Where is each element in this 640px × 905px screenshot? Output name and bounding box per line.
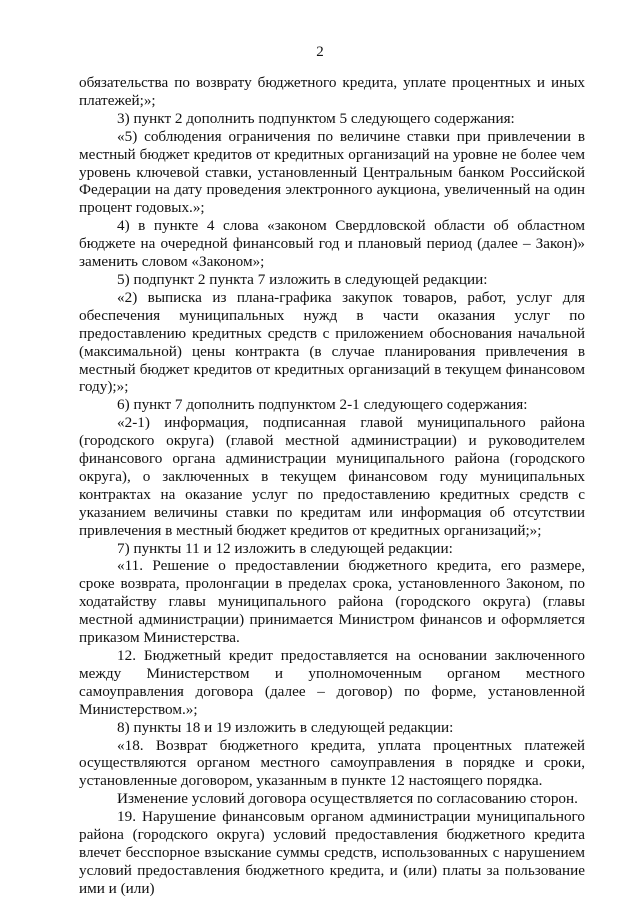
paragraph-point-12: 12. Бюджетный кредит предоставляется на основании заключенного между Министерством и уполномоченным органом местного самоуправления договора (далее – договор) по форме, установленной Министерством.»;	[79, 647, 585, 718]
paragraph-subitem-2-1: «2-1) информация, подписанная главой муниципального района (городского округа) (главой местной администрации) и руководителем финансового органа администрации муниципального района (городского округа), о заключенных в текущем финансовом году муниципальных контрактах на оказание услуг по предоставлению кредитных средств с указанием величины ставки по кредитам или информация об отсутствии привлечения в местный бюджет кредитов от кредитных организаций;»;	[79, 414, 585, 539]
paragraph-item-8: 8) пункты 18 и 19 изложить в следующей редакции:	[117, 718, 454, 736]
paragraph-contract-change: Изменение условий договора осуществляется по согласованию сторон.	[117, 790, 578, 808]
page-number: 2	[316, 44, 324, 60]
paragraph-item-4: 4) в пункте 4 слова «законом Свердловской области об областном бюджете на очередной финансовый год и плановый период (далее – Закон)» заменить словом «Законом»;	[79, 217, 585, 271]
paragraph-item-6: 6) пункт 7 дополнить подпунктом 2-1 следующего содержания:	[117, 396, 528, 414]
paragraph-subitem-5: «5) соблюдения ограничения по величине ставки при привлечении в местный бюджет кредитов от кредитных организаций на уровне не более чем уровень ключевой ставки, установленный Центральным банком Российской Федерации на дату проведения электронного аукциона, увеличенный на один процент годовых.»;	[79, 127, 585, 217]
paragraph-point-18: «18. Возврат бюджетного кредита, уплата процентных платежей осуществляются органом местного самоуправления в порядке и сроки, установленные договором, указанным в пункте 12 настоящего порядка.	[79, 736, 585, 790]
paragraph-continuation: обязательства по возврату бюджетного кредита, уплате процентных и иных платежей;»;	[79, 74, 585, 109]
paragraph-point-19: 19. Нарушение финансовым органом администрации муниципального района (городского округа) условий предоставления бюджетного кредита влечет бесспорное взыскание суммы средств, использованных с нарушением условий предоставления бюджетного кредита, и (или) платы за пользование ими и (или)	[79, 808, 585, 897]
paragraph-subitem-2: «2) выписка из плана-графика закупок товаров, работ, услуг для обеспечения муниципальных нужд в части оказания услуг по предоставлению кредитных средств с приложением обоснования начальной (максимальной) цены контракта (в случае планирования привлечения в местный бюджет кредитов от кредитных организаций в текущем финансовом году);»;	[79, 288, 585, 396]
paragraph-item-7: 7) пункты 11 и 12 изложить в следующей редакции:	[117, 539, 453, 557]
paragraph-point-11: «11. Решение о предоставлении бюджетного кредита, его размере, сроке возврата, пролонгации в пределах срока, установленного Законом, по ходатайству главы муниципального района (городского округа) (главы местной администрации) принимается Министром финансов и оформляется приказом Министерства.	[79, 557, 585, 647]
paragraph-item-3: 3) пункт 2 дополнить подпунктом 5 следующего содержания:	[117, 109, 515, 127]
document-body	[79, 74, 585, 898]
paragraph-item-5: 5) подпункт 2 пункта 7 изложить в следующей редакции:	[117, 270, 488, 288]
